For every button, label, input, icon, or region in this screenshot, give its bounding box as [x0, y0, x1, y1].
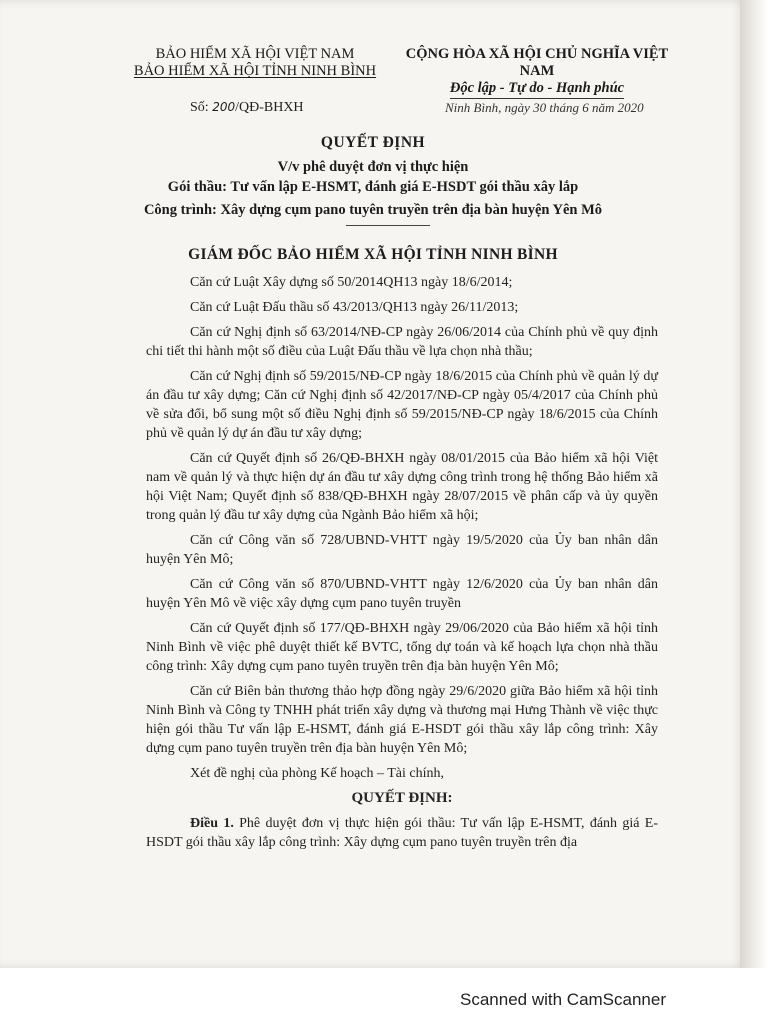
legal-basis-9: Căn cứ Biên bản thương thảo hợp đồng ngày 29/6/2020 giữa Bảo hiểm xã hội tỉnh Ninh Bình và Công ty TNHH phát triển xây dựng và thương mại Hưng Thành về việc thực hiện gói thầu Tư vấn lập E-HSMT, đánh giá E-HSDT gói thầu xây lắp công trình: Xây dựng cụm pano tuyên truyền trên địa bàn huyện Yên Mô; [146, 684, 658, 756]
package-name: Gói thầu: Tư vấn lập E-HSMT, đánh giá E-HSDT gói thầu xây lắp [167, 179, 579, 195]
document-number [190, 100, 304, 116]
doc-number-suffix: /QĐ-BHXH [235, 100, 304, 115]
article-1-label: Điều 1. [190, 816, 234, 831]
article-1 [146, 814, 658, 852]
decision-heading: QUYẾT ĐỊNH: [351, 790, 453, 806]
issuing-agency [120, 46, 390, 80]
legal-basis-2: Căn cứ Luật Đấu thầu số 43/2013/QH13 ngày 26/11/2013; [190, 300, 519, 315]
agency-name: BẢO HIỂM XÃ HỘI TỈNH NINH BÌNH [133, 63, 377, 79]
legal-basis-7: Căn cứ Công văn số 870/UBND-VHTT ngày 12/6/2020 của Ủy ban nhân dân huyện Yên Mô về việc xây dựng cụm pano tuyên truyền [146, 577, 658, 611]
motto: Độc lập - Tự do - Hạnh phúc [450, 80, 624, 99]
document-body [146, 273, 658, 858]
national-motto [392, 46, 682, 99]
agency-parent: BẢO HIỂM XÃ HỘI VIỆT NAM [155, 46, 355, 62]
document-title: QUYẾT ĐỊNH [320, 134, 426, 151]
project-name: Công trình: Xây dựng cụm pano tuyên truyền trên địa bàn huyện Yên Mô [143, 202, 603, 218]
title-divider [346, 225, 430, 226]
document-subject: V/v phê duyệt đơn vị thực hiện [277, 159, 469, 175]
legal-basis-1: Căn cứ Luật Xây dựng số 50/2014QH13 ngày 18/6/2014; [190, 275, 513, 290]
legal-basis-3: Căn cứ Nghị định số 63/2014/NĐ-CP ngày 26/06/2014 của Chính phủ về quy định chi tiết thi hành một số điều của Luật Đấu thầu về lựa chọn nhà thầu; [146, 325, 658, 359]
proposal-line: Xét đề nghị của phòng Kế hoạch – Tài chính, [190, 766, 445, 781]
legal-basis-8: Căn cứ Quyết định số 177/QĐ-BHXH ngày 29/06/2020 của Bảo hiểm xã hội tỉnh Ninh Bình về việc phê duyệt thiết kế BVTC, tổng dự toán và kế hoạch lựa chọn nhà thầu công trình: Xây dựng cụm pano tuyên truyền trên địa bàn huyện Yên Mô; [146, 621, 658, 674]
legal-basis-6: Căn cứ Công văn số 728/UBND-VHTT ngày 19/5/2020 của Ủy ban nhân dân huyện Yên Mô; [146, 533, 658, 567]
doc-number-value: 200 [212, 100, 236, 114]
country-name: CỘNG HÒA XÃ HỘI CHỦ NGHĨA VIỆT NAM [405, 46, 669, 79]
authority-heading: GIÁM ĐỐC BẢO HIỂM XÃ HỘI TỈNH NINH BÌNH [188, 246, 558, 263]
issue-date: Ninh Bình, ngày 30 tháng 6 năm 2020 [445, 100, 644, 115]
camscanner-watermark: Scanned with CamScanner [460, 990, 667, 1009]
article-1-text: Phê duyệt đơn vị thực hiện gói thầu: Tư vấn lập E-HSMT, đánh giá E-HSDT gói thầu xây lắp công trình: Xây dựng cụm pano tuyên truyền trên địa [146, 816, 658, 850]
legal-basis-5: Căn cứ Quyết định số 26/QĐ-BHXH ngày 08/01/2015 của Bảo hiểm xã hội Việt nam về quản lý và thực hiện dự án đầu tư xây dựng công trình trong hệ thống Bảo hiểm xã hội Việt Nam; Quyết định số 838/QĐ-BHXH ngày 28/07/2015 về phân cấp và ủy quyền trong quản lý đầu tư xây dựng của Ngành Bảo hiểm xã hội; [146, 451, 658, 523]
legal-basis-4: Căn cứ Nghị định số 59/2015/NĐ-CP ngày 18/6/2015 của Chính phủ về quản lý dự án đầu tư xây dựng; Căn cứ Nghị định số 42/2017/NĐ-CP ngày 05/4/2017 của Chính phủ về sửa đổi, bổ sung một số điều Nghị định số 59/2015/NĐ-CP ngày 18/6/2015 của Chính phủ về quản lý dự án đầu tư xây dựng; [146, 369, 658, 441]
doc-number-label: Số: [190, 100, 213, 115]
